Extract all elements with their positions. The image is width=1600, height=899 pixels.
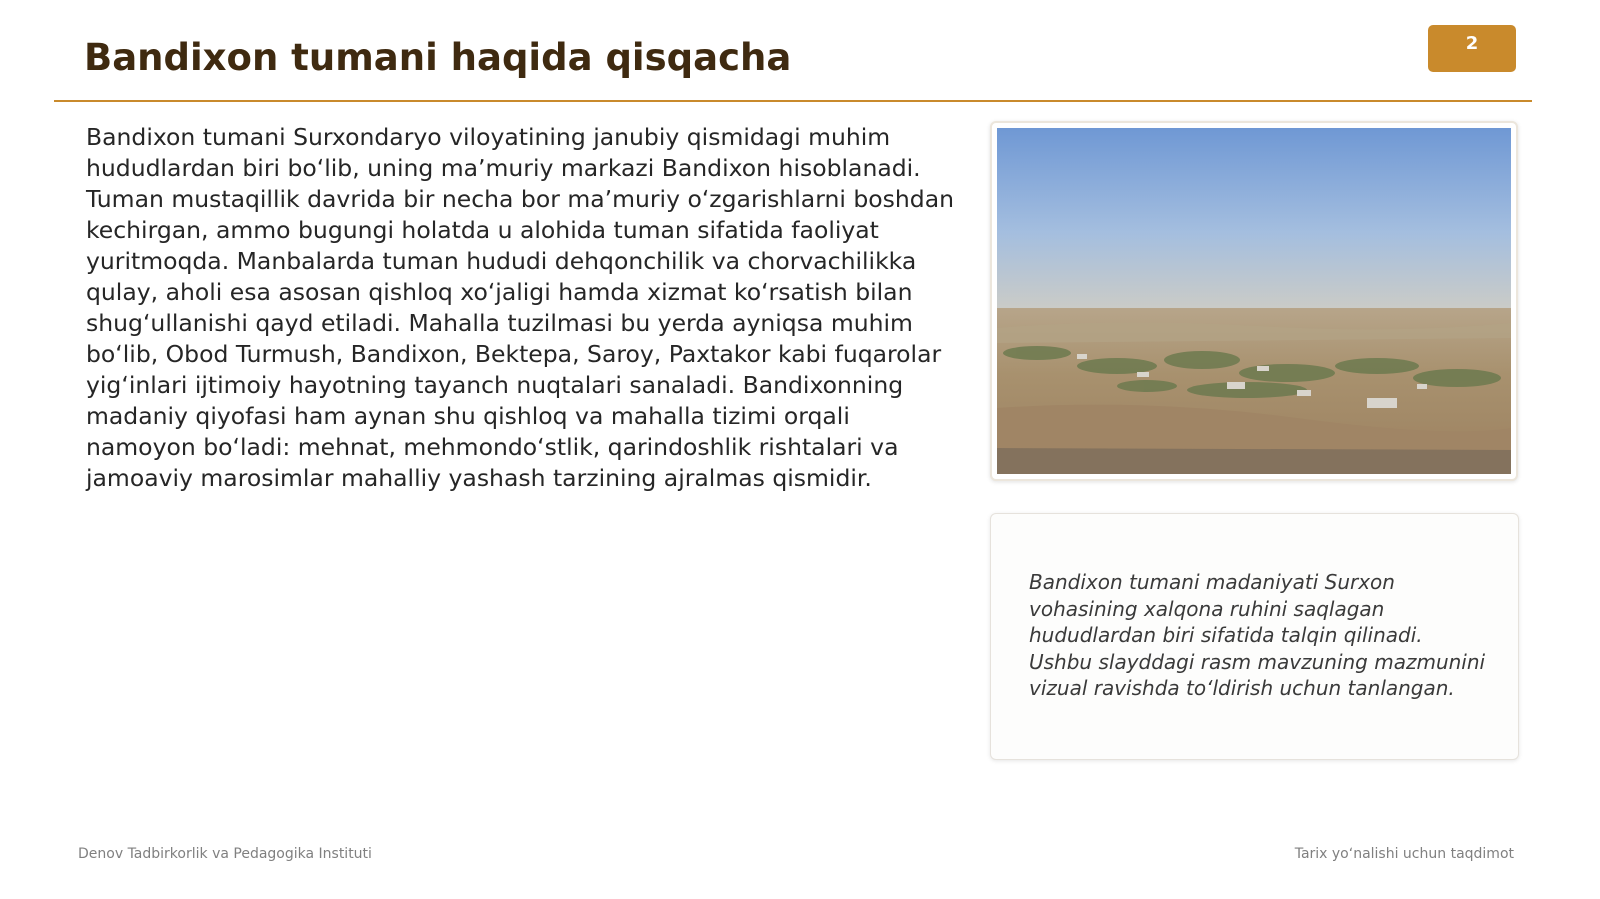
title-divider — [54, 100, 1532, 102]
footer-institution: Denov Tadbirkorlik va Pedagogika Instituti — [78, 846, 372, 862]
photo-frame — [990, 121, 1518, 481]
slide-title: Bandixon tumani haqida qisqacha — [84, 36, 792, 79]
footer-presentation-label: Tarix yoʻnalishi uchun taqdimot — [1294, 846, 1514, 862]
landscape-photo — [997, 128, 1511, 474]
caption-box — [990, 513, 1519, 760]
caption-text: Bandixon tumani madaniyati Surxon vohasining xalqona ruhini saqlagan hududlardan biri sifatida talqin qilinadi. Ushbu slayddagi rasm mavzuning mazmunini vizual ravishda toʻldirish uchun tanlangan. — [1029, 570, 1486, 700]
page-number-badge: 2 — [1428, 25, 1516, 72]
body-paragraph: Bandixon tumani Surxondaryo viloyatining janubiy qismidagi muhim hududlardan biri boʻlib, uning maʼmuriy markazi Bandixon hisoblanadi. Tuman mustaqillik davrida bir necha bor maʼmuriy oʻzgarishlarni boshdan kechirgan, ammo bugungi holatda u alohida tuman sifatida faoliyat yuritmoqda. Manbalarda tuman hududi dehqonchilik va chorvachilikka qulay, aholi esa asosan qishloq xoʻjaligi hamda xizmat koʻrsatish bilan shugʻullanishi qayd etiladi. Mahalla tuzilmasi bu yerda ayniqsa muhim boʻlib, Obod Turmush, Bandixon, Bektepa, Saroy, Paxtakor kabi fuqarolar yigʻinlari ijtimoiy hayotning tayanch nuqtalari sanaladi. Bandixonning madaniy qiyofasi ham aynan shu qishloq va mahalla tizimi orqali namoyon boʻladi: mehnat, mehmondoʻstlik, qarindoshlik rishtalari va jamoaviy marosimlar mahalliy yashash tarzining ajralmas qismidir. — [86, 123, 954, 492]
